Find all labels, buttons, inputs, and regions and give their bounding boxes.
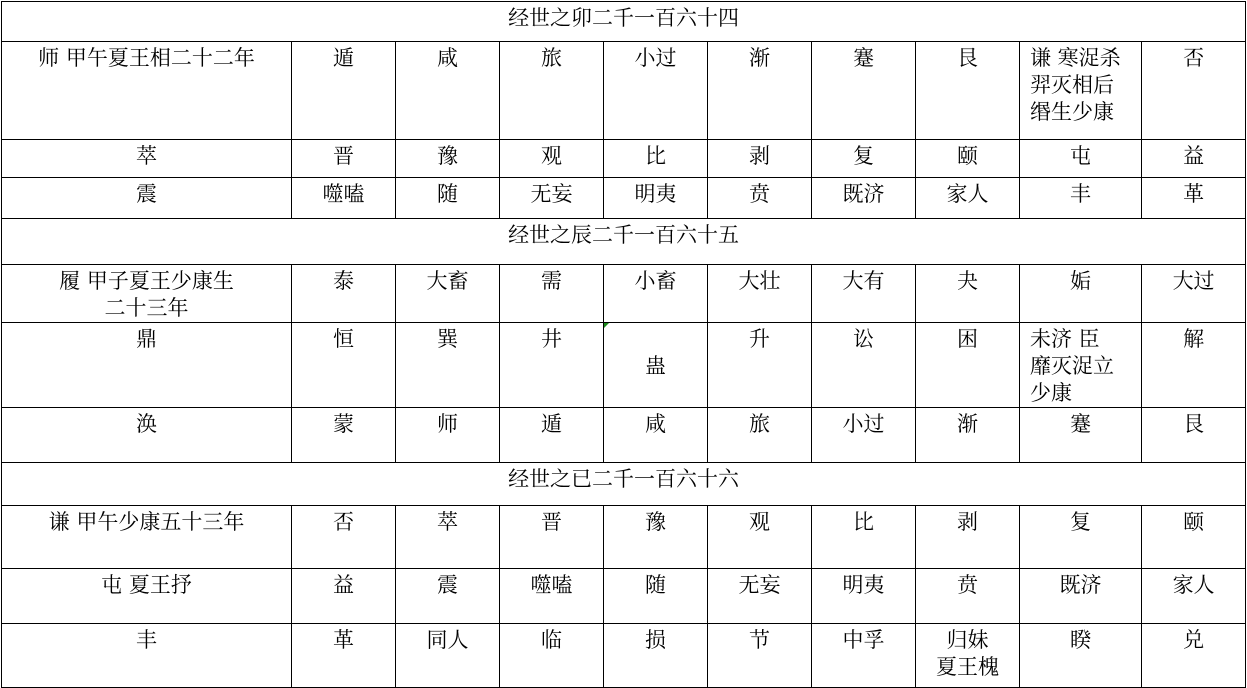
row-label: 师 甲午夏王相二十二年 — [2, 42, 292, 140]
hexagram-table — [1, 1, 1246, 688]
table-row — [2, 265, 1246, 323]
row-label: 鼎 — [2, 323, 292, 408]
table-cell: 中孚 — [812, 624, 916, 688]
table-cell: 巽 — [396, 323, 500, 408]
table-cell: 艮 — [1142, 408, 1246, 463]
row-label: 丰 — [2, 624, 292, 688]
table-cell: 蹇 — [812, 42, 916, 140]
table-cell: 大壮 — [708, 265, 812, 323]
table-cell: 小过 — [812, 408, 916, 463]
table-row — [2, 408, 1246, 463]
table-cell: 豫 — [604, 506, 708, 569]
table-cell: 困 — [916, 323, 1020, 408]
table-cell: 睽 — [1020, 624, 1142, 688]
table-cell: 无妄 — [500, 178, 604, 219]
section-header: 经世之卯二千一百六十四 — [2, 2, 1246, 42]
table-cell: 需 — [500, 265, 604, 323]
section-header: 经世之辰二千一百六十五 — [2, 219, 1246, 265]
table-cell: 家人 — [1142, 569, 1246, 624]
table-cell: 谦 寒浞杀 羿灭相后 缗生少康 — [1020, 42, 1142, 140]
table-row — [2, 140, 1246, 178]
row-label: 履 甲子夏王少康生 二十三年 — [2, 265, 292, 323]
table-cell: 颐 — [916, 140, 1020, 178]
table-cell: 损 — [604, 624, 708, 688]
table-cell: 益 — [1142, 140, 1246, 178]
table-row — [2, 42, 1246, 140]
table-cell: 随 — [604, 569, 708, 624]
table-cell: 复 — [812, 140, 916, 178]
table-cell: 比 — [812, 506, 916, 569]
table-cell: 解 — [1142, 323, 1246, 408]
table-cell: 归妹 夏王槐 — [916, 624, 1020, 688]
table-cell: 大畜 — [396, 265, 500, 323]
row-label: 涣 — [2, 408, 292, 463]
table-cell: 咸 — [604, 408, 708, 463]
table-cell: 大有 — [812, 265, 916, 323]
table-cell: 萃 — [396, 506, 500, 569]
table-cell: 明夷 — [812, 569, 916, 624]
table-cell: 蹇 — [1020, 408, 1142, 463]
row-label: 谦 甲午少康五十三年 — [2, 506, 292, 569]
table-cell: 遁 — [292, 42, 396, 140]
row-label: 萃 — [2, 140, 292, 178]
section-header: 经世之已二千一百六十六 — [2, 463, 1246, 506]
table-cell: 屯 — [1020, 140, 1142, 178]
table-cell: 比 — [604, 140, 708, 178]
table-cell: 未济 臣 靡灭浞立 少康 — [1020, 323, 1142, 408]
table-cell: 临 — [500, 624, 604, 688]
table-cell: 无妄 — [708, 569, 812, 624]
table-row — [2, 506, 1246, 569]
table-cell: 节 — [708, 624, 812, 688]
table-cell: 讼 — [812, 323, 916, 408]
table-cell: 恒 — [292, 323, 396, 408]
table-cell: 噬嗑 — [500, 569, 604, 624]
table-cell: 师 — [396, 408, 500, 463]
table-cell: 升 — [708, 323, 812, 408]
table-cell: 革 — [1142, 178, 1246, 219]
section-header-row — [2, 2, 1246, 42]
table-cell: 益 — [292, 569, 396, 624]
table-cell: 大过 — [1142, 265, 1246, 323]
table-cell: 渐 — [916, 408, 1020, 463]
table-cell: 既济 — [1020, 569, 1142, 624]
table-cell: 晋 — [500, 506, 604, 569]
table-cell: 革 — [292, 624, 396, 688]
table-row — [2, 323, 1246, 408]
table-cell: 明夷 — [604, 178, 708, 219]
table-cell: 蛊 — [604, 323, 708, 408]
row-label: 震 — [2, 178, 292, 219]
table-row — [2, 178, 1246, 219]
table-cell: 贲 — [916, 569, 1020, 624]
table-cell: 咸 — [396, 42, 500, 140]
table-row — [2, 624, 1246, 688]
table-cell: 姤 — [1020, 265, 1142, 323]
table-cell: 遁 — [500, 408, 604, 463]
table-cell: 同人 — [396, 624, 500, 688]
table-row — [2, 569, 1246, 624]
table-cell: 旅 — [708, 408, 812, 463]
table-cell: 否 — [292, 506, 396, 569]
table-cell: 剥 — [708, 140, 812, 178]
table-cell: 蒙 — [292, 408, 396, 463]
table-cell: 晋 — [292, 140, 396, 178]
table-cell: 艮 — [916, 42, 1020, 140]
table-cell: 贲 — [708, 178, 812, 219]
table-cell: 兑 — [1142, 624, 1246, 688]
table-cell: 旅 — [500, 42, 604, 140]
table-cell: 小畜 — [604, 265, 708, 323]
table-cell: 剥 — [916, 506, 1020, 569]
table-cell: 颐 — [1142, 506, 1246, 569]
table-cell: 既济 — [812, 178, 916, 219]
table-cell: 泰 — [292, 265, 396, 323]
table-cell: 渐 — [708, 42, 812, 140]
table-cell: 家人 — [916, 178, 1020, 219]
table-cell: 震 — [396, 569, 500, 624]
table-cell: 观 — [500, 140, 604, 178]
table-cell: 否 — [1142, 42, 1246, 140]
table-cell: 夬 — [916, 265, 1020, 323]
table-cell: 小过 — [604, 42, 708, 140]
section-header-row — [2, 463, 1246, 506]
table-cell: 噬嗑 — [292, 178, 396, 219]
row-label: 屯 夏王抒 — [2, 569, 292, 624]
table-cell: 复 — [1020, 506, 1142, 569]
table-cell: 观 — [708, 506, 812, 569]
table-cell: 丰 — [1020, 178, 1142, 219]
table-cell: 井 — [500, 323, 604, 408]
table-cell: 豫 — [396, 140, 500, 178]
section-header-row — [2, 219, 1246, 265]
table-cell: 随 — [396, 178, 500, 219]
